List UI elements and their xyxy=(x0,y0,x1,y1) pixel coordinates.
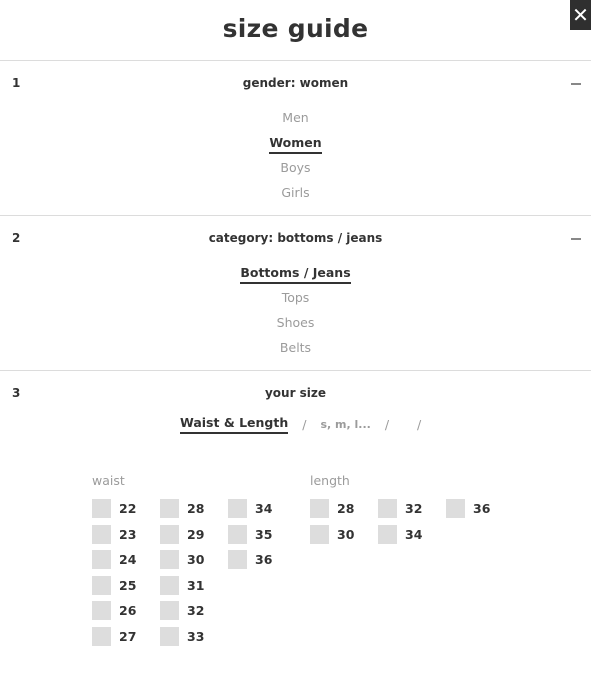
waist-size-value: 25 xyxy=(119,577,137,593)
length-size-option[interactable] xyxy=(310,499,378,525)
waist-size-option[interactable] xyxy=(160,525,228,551)
checkbox[interactable] xyxy=(228,550,247,569)
divider xyxy=(0,370,591,371)
waist-size-value: 32 xyxy=(187,603,205,619)
length-size-option[interactable] xyxy=(446,499,514,525)
divider xyxy=(0,215,591,216)
gender-options xyxy=(0,105,591,205)
checkbox[interactable] xyxy=(92,499,111,518)
option-men[interactable]: Men xyxy=(282,110,309,125)
option-tops[interactable]: Tops xyxy=(281,290,310,305)
waist-size-value: 23 xyxy=(119,526,137,542)
checkbox[interactable] xyxy=(160,550,179,569)
length-size-value: 34 xyxy=(405,526,423,542)
checkbox[interactable] xyxy=(310,525,329,544)
checkbox[interactable] xyxy=(446,499,465,518)
collapse-category-icon[interactable] xyxy=(571,238,581,240)
collapse-gender-icon[interactable] xyxy=(571,83,581,85)
divider xyxy=(0,60,591,61)
waist-size-option[interactable] xyxy=(92,601,160,627)
waist-size-option[interactable] xyxy=(228,550,296,576)
category-options xyxy=(0,260,591,360)
waist-size-value: 34 xyxy=(255,501,273,516)
waist-size-option[interactable] xyxy=(92,525,160,551)
option-bottoms-jeans[interactable]: Bottoms / Jeans xyxy=(0,260,591,285)
checkbox[interactable] xyxy=(160,499,179,518)
waist-size-option[interactable] xyxy=(92,499,160,525)
checkbox[interactable] xyxy=(92,627,111,646)
waist-size-option[interactable] xyxy=(228,525,296,551)
waist-size-value: 31 xyxy=(187,577,205,593)
waist-size-value: 28 xyxy=(187,501,205,516)
modal-title: size guide xyxy=(222,14,369,43)
waist-size-option[interactable] xyxy=(160,499,228,525)
section-title-gender[interactable]: gender: women xyxy=(242,76,349,90)
close-icon: ✕ xyxy=(572,3,589,27)
checkbox[interactable] xyxy=(92,550,111,569)
waist-size-value: 22 xyxy=(119,501,137,516)
section-title-category[interactable]: category: bottoms / jeans xyxy=(208,231,383,245)
size-type-tabs xyxy=(180,414,435,434)
waist-size-option[interactable] xyxy=(92,627,160,653)
section-number: 1 xyxy=(12,76,21,90)
tab-waist-length[interactable]: Waist & Length xyxy=(180,415,288,434)
waist-size-value: 36 xyxy=(255,552,273,568)
option-belts[interactable]: Belts xyxy=(279,340,312,355)
checkbox[interactable] xyxy=(92,576,111,595)
option-women[interactable]: Women xyxy=(0,130,591,155)
waist-size-option[interactable] xyxy=(160,601,228,627)
tab-separator: / xyxy=(417,416,422,432)
length-label: length xyxy=(310,473,350,488)
checkbox[interactable] xyxy=(92,525,111,544)
checkbox[interactable] xyxy=(228,499,247,518)
waist-size-option[interactable] xyxy=(228,499,296,525)
length-size-value: 28 xyxy=(337,501,355,516)
waist-size-option[interactable] xyxy=(160,627,228,653)
length-size-option[interactable] xyxy=(378,499,446,525)
waist-size-option[interactable] xyxy=(92,576,160,602)
waist-size-grid xyxy=(92,499,296,653)
waist-size-option[interactable] xyxy=(160,550,228,576)
checkbox[interactable] xyxy=(228,525,247,544)
waist-size-value: 24 xyxy=(119,552,137,568)
waist-size-value: 29 xyxy=(187,526,205,542)
waist-size-value: 33 xyxy=(187,628,205,644)
waist-size-value: 26 xyxy=(119,603,137,619)
length-size-option[interactable] xyxy=(310,525,378,551)
option-boys[interactable]: Boys xyxy=(280,160,311,175)
checkbox[interactable] xyxy=(92,601,111,620)
checkbox[interactable] xyxy=(160,576,179,595)
checkbox[interactable] xyxy=(160,601,179,620)
tab-separator: / xyxy=(384,416,390,432)
tab-s-m-l[interactable]: s, m, l... xyxy=(320,417,371,431)
section-number: 3 xyxy=(12,386,21,400)
waist-size-value: 30 xyxy=(187,552,205,568)
length-size-option[interactable] xyxy=(378,525,446,551)
waist-label: waist xyxy=(92,473,125,488)
waist-size-value: 27 xyxy=(119,628,137,644)
length-size-value: 30 xyxy=(337,526,355,542)
option-shoes[interactable]: Shoes xyxy=(276,315,315,330)
length-size-grid xyxy=(310,499,514,550)
checkbox[interactable] xyxy=(160,627,179,646)
checkbox[interactable] xyxy=(310,499,329,518)
waist-size-option[interactable] xyxy=(160,576,228,602)
length-size-value: 32 xyxy=(405,501,423,516)
checkbox[interactable] xyxy=(378,525,397,544)
waist-size-option[interactable] xyxy=(92,550,160,576)
checkbox[interactable] xyxy=(160,525,179,544)
section-number: 2 xyxy=(12,231,21,245)
waist-size-value: 35 xyxy=(255,526,273,542)
section-title-your-size: your size xyxy=(264,386,327,400)
option-girls[interactable]: Girls xyxy=(281,185,310,200)
tab-separator: / xyxy=(302,416,307,432)
length-size-value: 36 xyxy=(473,501,491,516)
checkbox[interactable] xyxy=(378,499,397,518)
